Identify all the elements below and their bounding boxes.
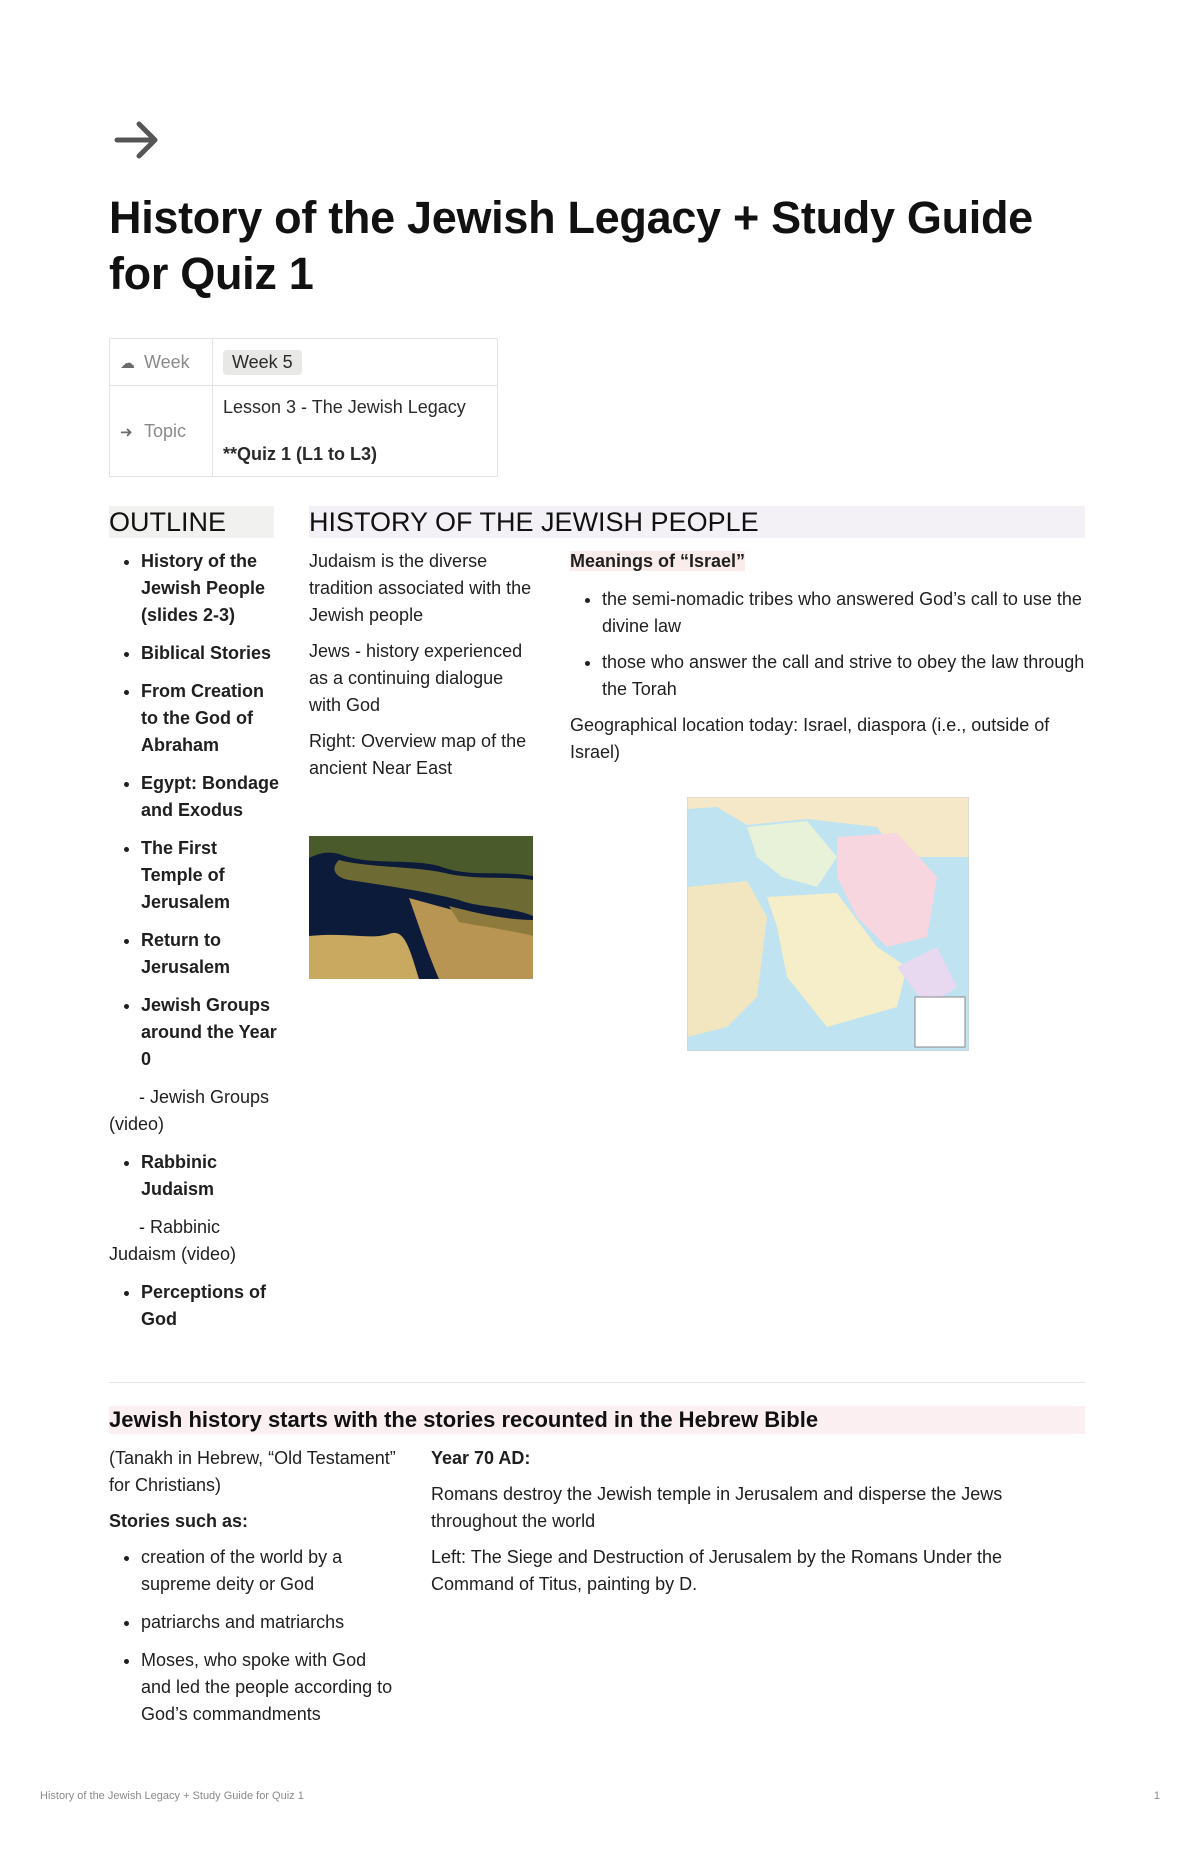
list-item: • History of the Jewish People (slides 2-3) (141, 548, 279, 629)
topic-lesson: Lesson 3 - The Jewish Legacy (223, 397, 466, 417)
outline-sub-item: - Jewish Groups (video) (109, 1087, 270, 1134)
year-text: Romans destroy the Jewish temple in Jerusalem and disperse the Jews throughout the world (431, 1484, 1003, 1531)
list-item: • creation of the world by a supreme deity or God (141, 1544, 399, 1598)
list-item: • patriarchs and matriarchs (141, 1609, 399, 1636)
properties-table (109, 338, 498, 477)
history-heading: HISTORY OF THE JEWISH PEOPLE (309, 507, 759, 537)
list-item: • those who answer the call and strive to obey the law through the Torah (602, 649, 1085, 703)
history-paragraph: Right: Overview map of the ancient Near East (309, 731, 527, 778)
geo-location: Geographical location today: Israel, diaspora (i.e., outside of Israel) (570, 715, 1050, 762)
topic-quiz: **Quiz 1 (L1 to L3) (223, 444, 378, 464)
week-tag[interactable]: Week 5 (223, 350, 302, 375)
list-item: • Jewish Groups around the Year 0 (141, 992, 279, 1073)
footer-title: History of the Jewish Legacy + Study Guide for Quiz 1 (40, 1790, 304, 1802)
arrow-right-icon (109, 112, 165, 168)
list-item: • Perceptions of God (141, 1279, 279, 1333)
israel-meanings (570, 548, 1085, 766)
property-week: ☁ Week (110, 339, 213, 386)
stories-label: Stories such as: (109, 1511, 249, 1531)
footer-page-number: 1 (1153, 1790, 1160, 1802)
history-paragraph: Jews - history experienced as a continuing dialogue with God (309, 641, 523, 715)
outline-heading: OUTLINE (109, 507, 227, 537)
bible-intro: (Tanakh in Hebrew, “Old Testament” for Christians) (109, 1448, 396, 1495)
year-70-section (431, 1445, 1085, 1607)
history-heading-bar (309, 506, 1085, 538)
meanings-title: Meanings of “Israel” (570, 551, 746, 571)
history-paragraph: Judaism is the diverse tradition associated with the Jewish people (309, 551, 532, 625)
painting-caption: Left: The Siege and Destruction of Jerusalem by the Romans Under the Command of Titus, painting by D. (431, 1547, 1002, 1594)
list-item: • Biblical Stories (141, 640, 279, 667)
arrow-right-icon: ➜ (120, 423, 133, 441)
outline-heading-bar (109, 506, 274, 538)
list-item: • From Creation to the God of Abraham (141, 678, 279, 759)
section-divider (109, 1382, 1085, 1383)
cloud-icon: ☁ (120, 354, 135, 372)
property-week-value[interactable] (213, 339, 498, 386)
list-item: • Rabbinic Judaism (141, 1149, 279, 1203)
property-topic-value[interactable] (213, 386, 498, 477)
near-east-satellite-map (309, 836, 533, 979)
list-item: • Moses, who spoke with God and led the people according to God’s commandments (141, 1647, 399, 1728)
property-topic: ➜ Topic (110, 386, 213, 477)
list-item: • Egypt: Bondage and Exodus (141, 770, 279, 824)
middle-east-political-map (687, 797, 969, 1051)
outline-sub-item: - Rabbinic Judaism (video) (109, 1217, 237, 1264)
list-item: • The First Temple of Jerusalem (141, 835, 279, 916)
outline-list (109, 548, 279, 1344)
year-label: Year 70 AD: (431, 1448, 531, 1468)
list-item: • Return to Jerusalem (141, 927, 279, 981)
list-item: • the semi-nomadic tribes who answered God’s call to use the divine law (602, 586, 1085, 640)
history-intro (309, 548, 539, 791)
page-title: History of the Jewish Legacy + Study Guide for Quiz 1 (109, 192, 1033, 299)
bible-heading: Jewish history starts with the stories recounted in the Hebrew Bible (109, 1406, 1085, 1434)
bible-stories (109, 1445, 399, 1739)
